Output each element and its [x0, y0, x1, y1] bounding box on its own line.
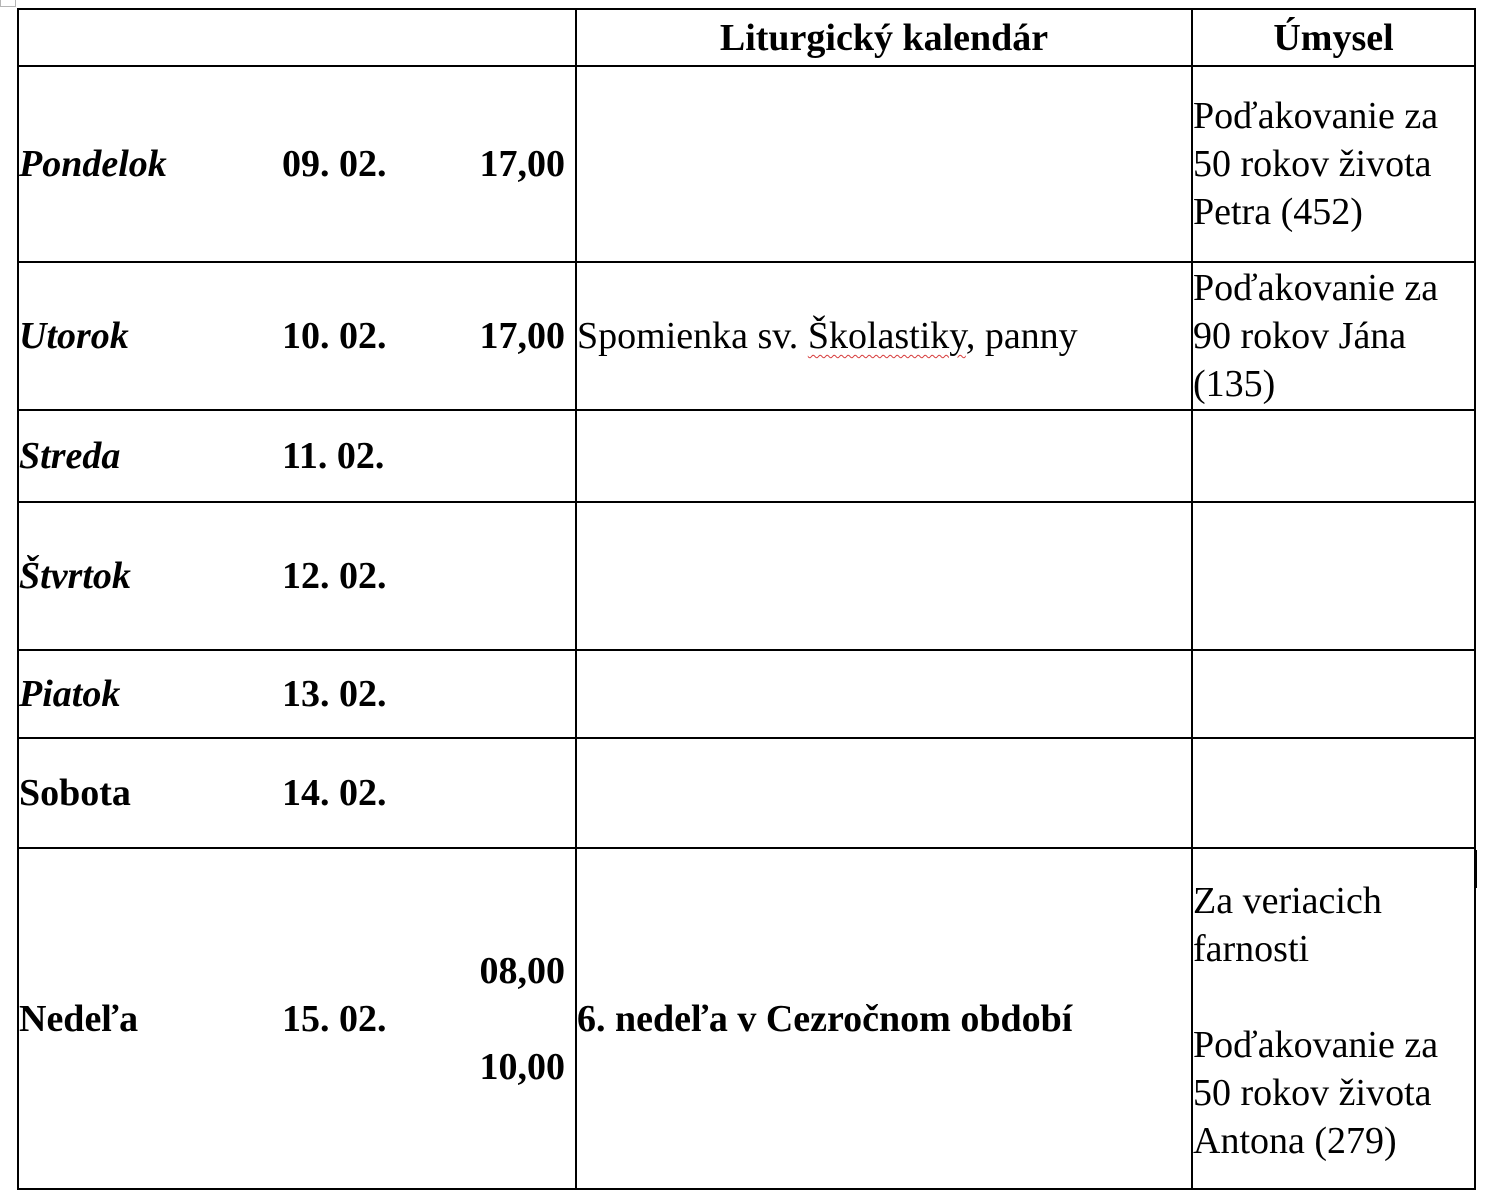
liturgy-header: Liturgický kalendár	[576, 9, 1192, 66]
text-cursor	[1475, 850, 1477, 888]
date: 15. 02.	[282, 997, 387, 1040]
day-cell[interactable]	[18, 650, 576, 738]
day-name: Nedeľa	[19, 997, 139, 1040]
mass-times	[452, 314, 575, 358]
schedule-document	[17, 8, 1474, 1190]
table-row	[18, 410, 1475, 502]
time-spacer	[452, 995, 565, 1043]
day-name: Utorok	[19, 315, 129, 357]
intention-text: Poďakovanie za 50 rokov života Antona (279)	[1193, 1023, 1439, 1162]
intention-gap	[1193, 973, 1474, 1021]
day-cell[interactable]	[18, 738, 576, 848]
liturgy-text-before: Spomienka sv.	[577, 315, 808, 357]
day-cell[interactable]	[18, 66, 576, 262]
date: 11. 02.	[282, 435, 385, 477]
liturgy-cell[interactable]	[576, 738, 1192, 848]
day-name: Piatok	[19, 673, 121, 715]
table-row	[18, 738, 1475, 848]
mass-time: 10,00	[479, 1045, 565, 1088]
liturgy-cell[interactable]: 6. nedeľa v Cezročnom období	[576, 848, 1192, 1189]
day-cell[interactable]	[18, 262, 576, 410]
liturgy-cell[interactable]	[576, 410, 1192, 502]
date: 10. 02.	[282, 315, 387, 357]
intention-text: Poďakovanie za 90 rokov Jána (135)	[1193, 267, 1439, 405]
date: 09. 02.	[282, 143, 387, 185]
table-row	[18, 262, 1475, 410]
intention-cell[interactable]	[1192, 410, 1475, 502]
table-row	[18, 66, 1475, 262]
mass-time: 17,00	[479, 315, 565, 357]
table-anchor-handle[interactable]	[0, 0, 16, 7]
date: 14. 02.	[282, 772, 387, 814]
intention-cell[interactable]	[1192, 66, 1475, 262]
liturgy-text-after: , panny	[965, 315, 1078, 357]
intention-text: Poďakovanie za 50 rokov života Petra (452)	[1193, 95, 1439, 233]
mass-time: 08,00	[479, 949, 565, 992]
intention-cell[interactable]	[1192, 848, 1475, 1189]
liturgy-cell[interactable]	[576, 262, 1192, 410]
intention-cell[interactable]	[1192, 502, 1475, 650]
day-name: Pondelok	[19, 143, 167, 185]
day-cell[interactable]	[18, 410, 576, 502]
day-name: Sobota	[19, 772, 131, 814]
intention-cell[interactable]	[1192, 738, 1475, 848]
table-row	[18, 502, 1475, 650]
table-row	[18, 650, 1475, 738]
mass-times	[452, 947, 575, 1091]
intention-cell[interactable]	[1192, 650, 1475, 738]
day-name: Streda	[19, 435, 121, 477]
mass-times	[452, 142, 575, 186]
liturgy-cell[interactable]	[576, 650, 1192, 738]
day-cell[interactable]	[18, 502, 576, 650]
intention-text: Za veriacich farnosti	[1193, 879, 1382, 970]
spellcheck-flagged-word: Školastiky	[807, 315, 966, 357]
date: 13. 02.	[282, 673, 387, 715]
intention-header: Úmysel	[1192, 9, 1475, 66]
date: 12. 02.	[282, 555, 387, 597]
day-cell[interactable]	[18, 848, 576, 1189]
liturgy-cell[interactable]	[576, 66, 1192, 262]
table-row	[18, 848, 1475, 1189]
mass-time: 17,00	[479, 143, 565, 185]
day-name: Štvrtok	[19, 555, 131, 597]
intention-cell[interactable]	[1192, 262, 1475, 410]
table-header-row	[18, 9, 1475, 66]
mass-schedule-table	[17, 8, 1476, 1190]
liturgy-cell[interactable]	[576, 502, 1192, 650]
day-date-time-header	[18, 9, 576, 66]
